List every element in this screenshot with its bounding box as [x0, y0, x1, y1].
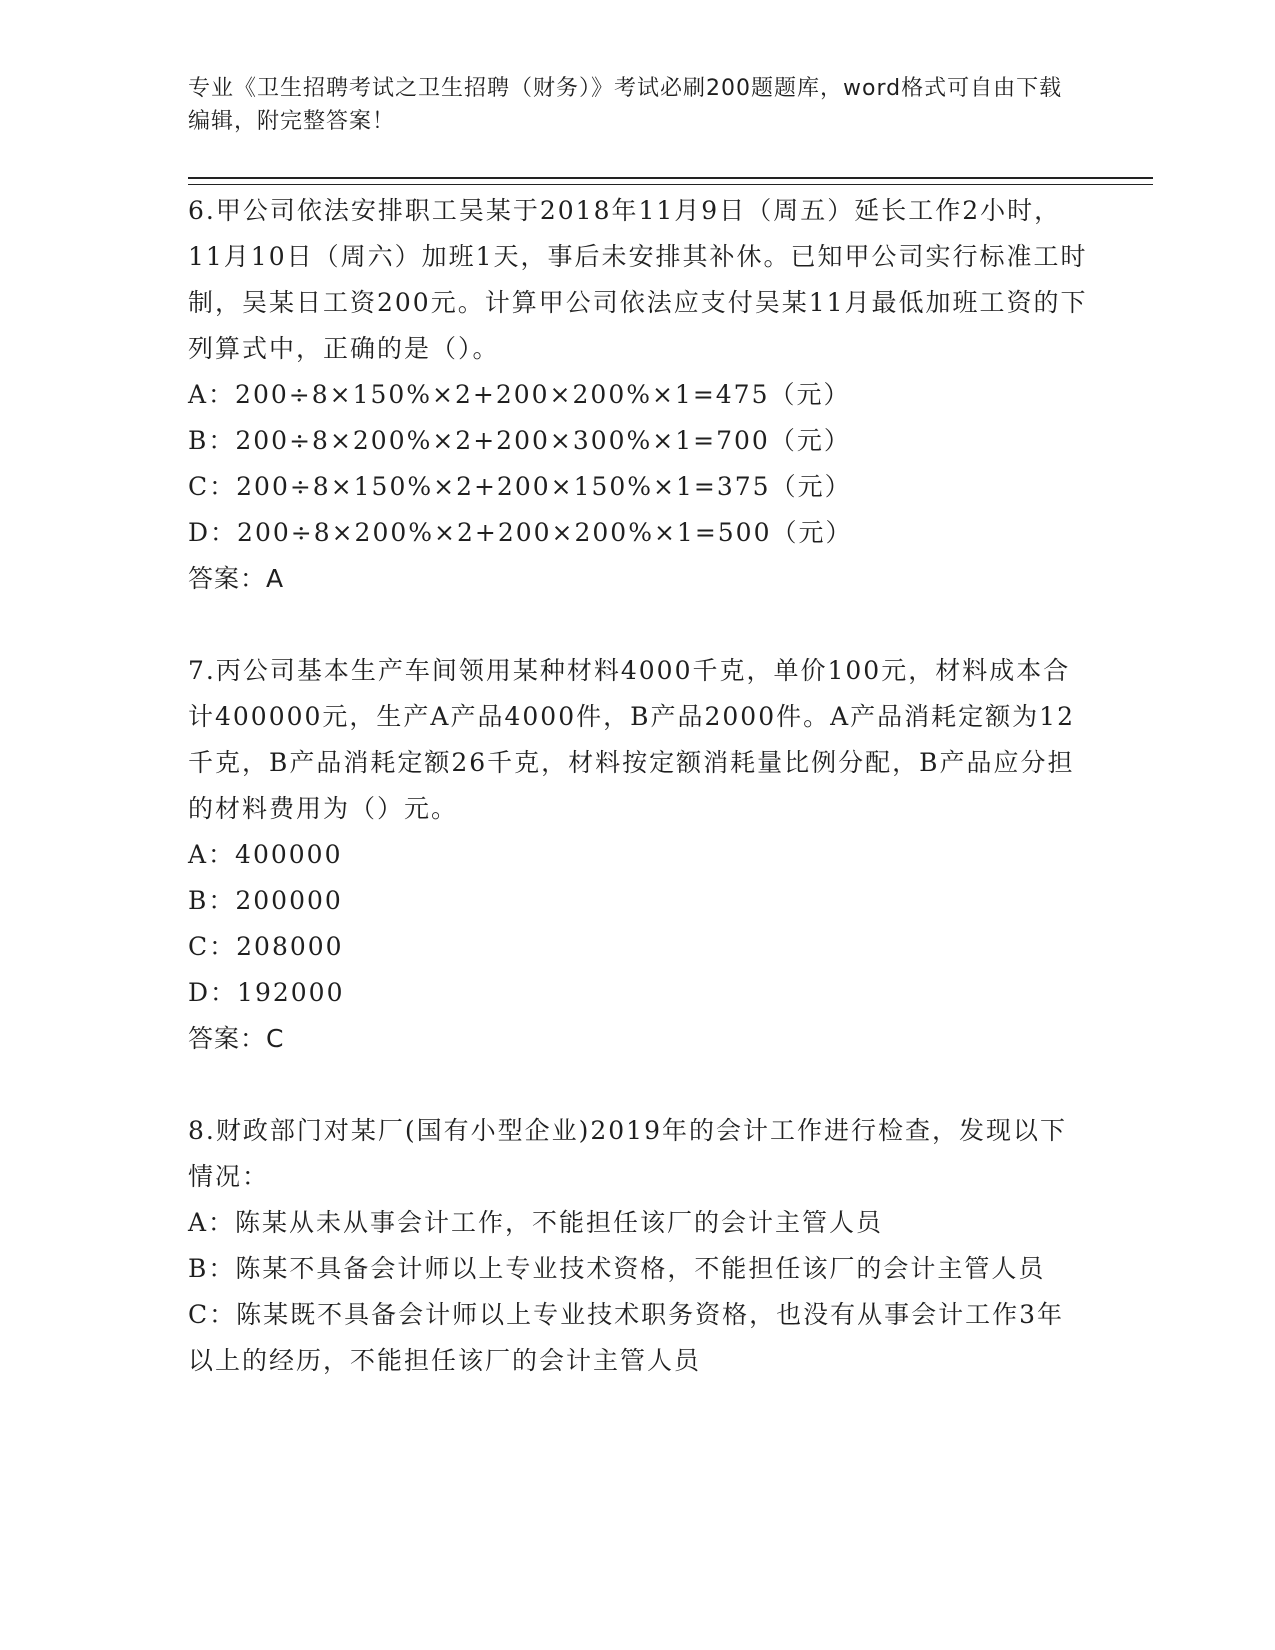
option-c: C：208000 — [188, 932, 344, 961]
question-7 — [188, 648, 1088, 1062]
option-d: D：200÷8×200%×2+200×200%×1=500（元） — [188, 518, 853, 547]
option-a: A：陈某从未从事会计工作，不能担任该厂的会计主管人员 — [188, 1208, 884, 1237]
option-d: D：192000 — [188, 978, 345, 1007]
option-c: C：陈某既不具备会计师以上专业技术职务资格，也没有从事会计工作3年以上的经历，不能担任该厂的会计主管人员 — [188, 1300, 1065, 1375]
document-header: 专业《卫生招聘考试之卫生招聘（财务）》考试必刷200题题库，word格式可自由下载编辑，附完整答案！ — [188, 76, 1063, 134]
question-spacer — [188, 1062, 1088, 1108]
option-b: B：200000 — [188, 886, 343, 915]
question-6 — [188, 188, 1088, 602]
question-text: 7.丙公司基本生产车间领用某种材料4000千克，单价100元，材料成本合计400000元，生产A产品4000件，B产品2000件。A产品消耗定额为12千克，B产品消耗定额26千克，材料按定额消耗量比例分配，B产品应分担的材料费用为（）元。 — [188, 656, 1075, 823]
header-divider-thick — [188, 177, 1153, 179]
question-8 — [188, 1108, 1088, 1384]
option-a: A：200÷8×150%×2+200×200%×1=475（元） — [188, 380, 851, 409]
question-spacer — [188, 602, 1088, 648]
header-divider-thin — [188, 184, 1153, 185]
option-c: C：200÷8×150%×2+200×150%×1=375（元） — [188, 472, 852, 501]
question-list — [188, 188, 1088, 1384]
option-b: B：200÷8×200%×2+200×300%×1=700（元） — [188, 426, 851, 455]
option-a: A：400000 — [188, 840, 343, 869]
option-b: B：陈某不具备会计师以上专业技术资格，不能担任该厂的会计主管人员 — [188, 1254, 1046, 1283]
question-text: 6.甲公司依法安排职工吴某于2018年11月9日（周五）延长工作2小时，11月10日（周六）加班1天，事后未安排其补休。已知甲公司实行标准工时制，吴某日工资200元。计算甲公司依法应支付吴某11月最低加班工资的下列算式中，正确的是（）。 — [188, 196, 1088, 363]
question-text: 8.财政部门对某厂(国有小型企业)2019年的会计工作进行检查，发现以下情况： — [188, 1116, 1067, 1191]
answer-label: 答案：A — [188, 564, 285, 593]
answer-label: 答案：C — [188, 1024, 285, 1053]
